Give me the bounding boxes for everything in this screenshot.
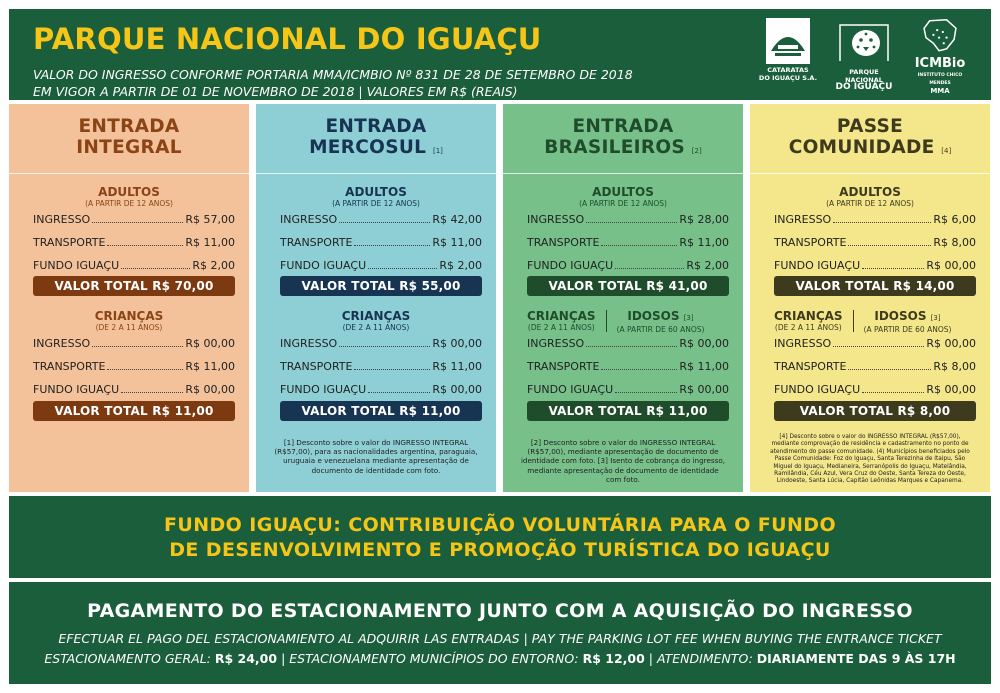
- parking-subtitle: EFECTUAR EL PAGO DEL ESTACIONAMIENTO AL ADQUIRIR LAS ENTRADAS | PAY THE PARKING LOT FEE WHEN BUYING THE ENTRANCE TICKET: [58, 631, 942, 646]
- adults-heading: ADULTOS (A PARTIR DE 12 ANOS): [579, 185, 667, 208]
- price-row-ingresso: INGRESSO R$ 00,00: [527, 337, 729, 350]
- price-column-mercosul: [256, 104, 496, 492]
- price-row-transporte: TRANSPORTE R$ 11,00: [280, 360, 482, 373]
- logo-group: [757, 17, 971, 95]
- fundo-iguacu-banner: [9, 496, 991, 578]
- cataratas-logo-text: CATARATAS DO IGUAÇU S.A.: [758, 66, 818, 82]
- price-row-transporte: TRANSPORTE R$ 11,00: [33, 360, 235, 373]
- total-badge-adults: VALOR TOTAL R$ 70,00: [33, 276, 235, 296]
- total-badge-kids: VALOR TOTAL R$ 11,00: [527, 401, 729, 421]
- price-column-comunidade: [750, 104, 990, 492]
- kids-heading: CRIANÇAS (DE 2 A 11 ANOS): [94, 309, 164, 332]
- cataratas-logo: [757, 17, 819, 95]
- icmbio-logo-text: ICMBio INSTITUTO CHICO MENDES MMA: [914, 55, 966, 95]
- price-row-ingresso: INGRESSO R$ 57,00: [33, 213, 235, 226]
- kids-heading: CRIANÇAS (DE 2 A 11 ANOS): [527, 309, 596, 332]
- column-title: ENTRADA BRASILEIROS [2]: [544, 116, 702, 158]
- opening-hours-value: DIARIAMENTE DAS 9 ÀS 17H: [756, 651, 956, 666]
- price-row-ingresso: INGRESSO R$ 00,00: [33, 337, 235, 350]
- total-badge-adults: VALOR TOTAL R$ 41,00: [527, 276, 729, 296]
- price-column-brasileiros: [503, 104, 743, 492]
- adults-heading: ADULTOS (A PARTIR DE 12 ANOS): [826, 185, 914, 208]
- parque-logo-text: PARQUE NACIONAL DO IGUAÇU: [835, 68, 893, 92]
- price-row-fundo: FUNDO IGUAÇU R$ 00,00: [280, 383, 482, 396]
- adults-heading: ADULTOS (A PARTIR DE 12 ANOS): [332, 185, 420, 208]
- parking-geral-label: ESTACIONAMENTO GERAL:: [44, 651, 211, 666]
- kids-heading: CRIANÇAS (DE 2 A 11 ANOS): [774, 309, 843, 332]
- price-row-fundo: FUNDO IGUAÇU R$ 00,00: [527, 383, 729, 396]
- total-badge-kids: VALOR TOTAL R$ 11,00: [33, 401, 235, 421]
- kids-seniors-heading: [774, 310, 980, 334]
- seniors-heading: IDOSOS [3] (A PARTIR DE 60 ANOS): [616, 309, 705, 334]
- parking-geral-value: R$ 24,00: [214, 651, 278, 666]
- parking-entorno-label: ESTACIONAMENTO MUNICÍPIOS DO ENTORNO:: [289, 651, 579, 666]
- parking-banner: [9, 582, 991, 684]
- total-badge-adults: VALOR TOTAL R$ 55,00: [280, 276, 482, 296]
- parking-prices: [9, 651, 991, 666]
- price-row-ingresso: INGRESSO R$ 28,00: [527, 213, 729, 226]
- parking-title: PAGAMENTO DO ESTACIONAMENTO JUNTO COM A AQUISIÇÃO DO INGRESSO: [87, 600, 913, 622]
- fundo-line-1: FUNDO IGUAÇU: CONTRIBUIÇÃO VOLUNTÁRIA PARA O FUNDO: [163, 514, 837, 536]
- price-row-ingresso: INGRESSO R$ 00,00: [280, 337, 482, 350]
- kids-seniors-heading: [527, 310, 733, 334]
- price-row-fundo: FUNDO IGUAÇU R$ 2,00: [33, 259, 235, 272]
- price-row-transporte: TRANSPORTE R$ 11,00: [527, 360, 729, 373]
- kids-heading: CRIANÇAS (DE 2 A 11 ANOS): [341, 309, 411, 332]
- price-row-transporte: TRANSPORTE R$ 11,00: [527, 236, 729, 249]
- column-title: ENTRADA INTEGRAL: [76, 116, 182, 158]
- header-banner: [9, 9, 991, 100]
- heading-divider: [853, 310, 854, 332]
- heading-divider: [606, 310, 607, 332]
- price-row-fundo: FUNDO IGUAÇU R$ 00,00: [774, 383, 976, 396]
- cataratas-logo-icon: [765, 17, 811, 65]
- parking-entorno-value: R$ 12,00: [582, 651, 645, 666]
- price-row-fundo: FUNDO IGUAÇU R$ 2,00: [280, 259, 482, 272]
- opening-hours-label: ATENDIMENTO:: [657, 651, 753, 666]
- footnote: [4] Desconto sobre o valor do INGRESSO INTEGRAL (R$57,00), mediante comprovação de residência e cadastramento no ponto de atendimento do passe comunidade. (4) Municípios beneficiados pelo Passe Comunidade: Foz do Iguaçu, Santa Terezinha de Itaipu, São Miguel do Iguaçu, Medianeira, Serranópolis do Iguaçu, Matelândia, Ramilândia, Céu Azul, Vera Cruz do Oeste, Santa Tereza do Oeste, Lindoeste, Santa Lúcia, Capitão Leônidas Marques e Capanema.: [770, 434, 970, 485]
- total-badge-kids: VALOR TOTAL R$ 8,00: [774, 401, 976, 421]
- column-divider: [750, 173, 990, 174]
- price-row-fundo: FUNDO IGUAÇU R$ 00,00: [774, 259, 976, 272]
- price-row-transporte: TRANSPORTE R$ 11,00: [33, 236, 235, 249]
- price-row-transporte: TRANSPORTE R$ 8,00: [774, 360, 976, 373]
- price-column-integral: [9, 104, 249, 492]
- column-title: ENTRADA MERCOSUL [1]: [309, 116, 443, 158]
- icmbio-logo-icon: [917, 17, 963, 55]
- page-subtitle-1: VALOR DO INGRESSO CONFORME PORTARIA MMA/ICMBIO Nº 831 DE 28 DE SETEMBRO DE 2018: [33, 67, 633, 82]
- price-row-fundo: FUNDO IGUAÇU R$ 00,00: [33, 383, 235, 396]
- price-row-ingresso: INGRESSO R$ 00,00: [774, 337, 976, 350]
- adults-heading: ADULTOS (A PARTIR DE 12 ANOS): [85, 185, 173, 208]
- column-divider: [503, 173, 743, 174]
- icmbio-logo: [909, 17, 971, 95]
- price-row-fundo: FUNDO IGUAÇU R$ 2,00: [527, 259, 729, 272]
- jaguar-logo-icon: [836, 17, 892, 67]
- total-badge-kids: VALOR TOTAL R$ 11,00: [280, 401, 482, 421]
- total-badge-adults: VALOR TOTAL R$ 14,00: [774, 276, 976, 296]
- price-row-ingresso: INGRESSO R$ 6,00: [774, 213, 976, 226]
- price-row-ingresso: INGRESSO R$ 42,00: [280, 213, 482, 226]
- page-title: PARQUE NACIONAL DO IGUAÇU: [33, 22, 542, 56]
- fundo-line-2: DE DESENVOLVIMENTO E PROMOÇÃO TURÍSTICA DO IGUAÇU: [169, 539, 831, 561]
- parque-logo: [833, 17, 895, 95]
- column-title: PASSE COMUNIDADE [4]: [788, 116, 952, 158]
- parking-separator: |: [648, 651, 654, 666]
- parking-separator: |: [281, 651, 286, 666]
- footnote: [1] Desconto sobre o valor do INGRESSO INTEGRAL (R$57,00), para as nacionalidades argentina, paraguaia, uruguaia e venezuelana mediante apresentação de documento de identidade com foto.: [274, 438, 478, 475]
- column-divider: [9, 173, 249, 174]
- price-row-transporte: TRANSPORTE R$ 11,00: [280, 236, 482, 249]
- seniors-heading: IDOSOS [3] (A PARTIR DE 60 ANOS): [863, 309, 952, 334]
- footnote: [2] Desconto sobre o valor do INGRESSO INTEGRAL (R$57,00), mediante apresentação de documento de identidade com foto. [3] Isento de cobrança do ingresso, mediante apresentação de documento de identidade com foto.: [520, 438, 726, 484]
- column-divider: [256, 173, 496, 174]
- price-row-transporte: TRANSPORTE R$ 8,00: [774, 236, 976, 249]
- page-subtitle-2: EM VIGOR A PARTIR DE 01 DE NOVEMBRO DE 2018 | VALORES EM R$ (REAIS): [33, 84, 518, 99]
